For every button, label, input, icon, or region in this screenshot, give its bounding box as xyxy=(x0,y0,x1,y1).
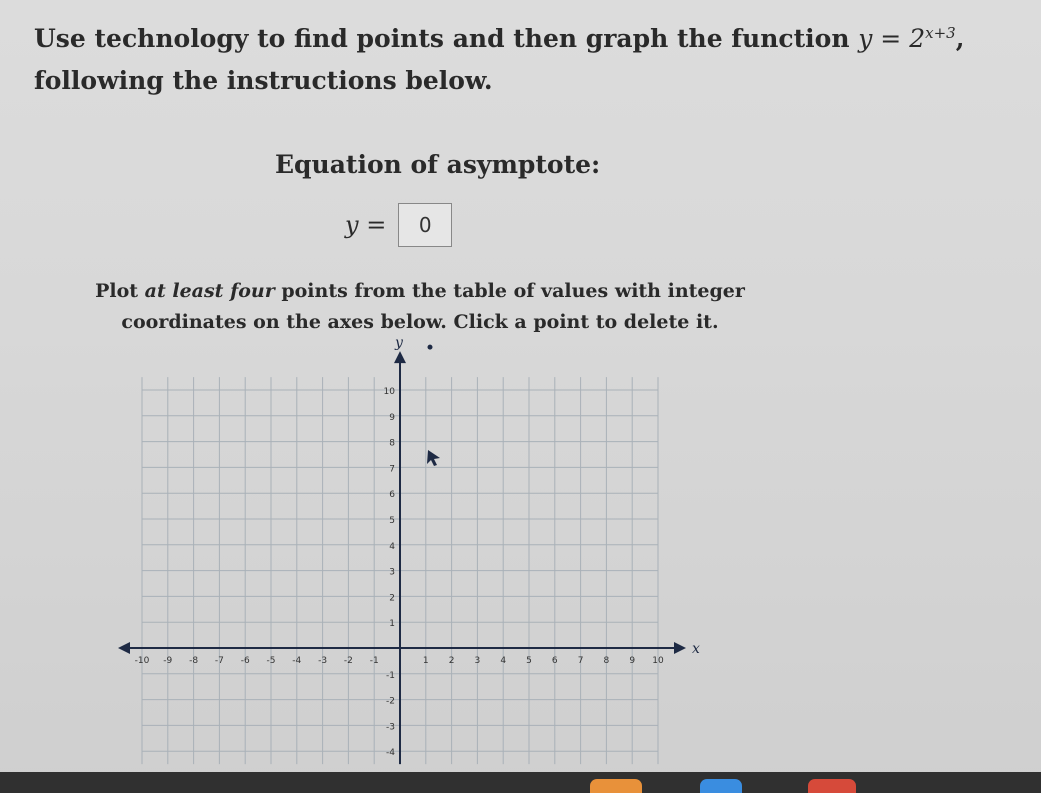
x-tick-label: 4 xyxy=(500,656,507,666)
x-axis-arrow-right-icon xyxy=(674,642,686,654)
y-axis-arrow-up-icon xyxy=(394,351,406,363)
x-tick-label: 9 xyxy=(629,656,636,666)
x-tick-label: -2 xyxy=(343,656,353,666)
mouse-cursor-icon xyxy=(427,450,440,466)
prompt-suffix: , following the instructions below. xyxy=(34,24,965,95)
y-tick-label: 3 xyxy=(389,567,395,578)
bottom-taskbar xyxy=(0,772,1041,793)
x-tick-label: -3 xyxy=(318,656,328,666)
y-tick-label: -1 xyxy=(386,670,395,681)
x-tick-label: 6 xyxy=(551,656,558,666)
asymptote-input[interactable] xyxy=(398,203,452,247)
coordinate-plane[interactable] xyxy=(120,335,720,775)
y-tick-label: 10 xyxy=(383,387,395,397)
x-tick-label: 7 xyxy=(577,656,584,666)
problem-prompt xyxy=(34,18,1014,102)
x-axis-arrow-left-icon xyxy=(118,642,130,654)
x-tick-label: 8 xyxy=(603,656,610,666)
x-tick-label: 1 xyxy=(422,656,429,666)
y-tick-label: 9 xyxy=(389,412,395,423)
y-tick-label: -4 xyxy=(386,748,395,759)
y-tick-label: -3 xyxy=(386,722,395,733)
browser-tab-orange[interactable] xyxy=(590,779,642,793)
y-axis-label: y xyxy=(395,335,403,352)
asymptote-heading: Equation of asymptote: xyxy=(275,150,601,179)
y-tick-label: 4 xyxy=(389,541,395,552)
prompt-prefix: Use technology to find points and then graph the function xyxy=(34,24,859,53)
x-tick-label: -7 xyxy=(214,656,224,666)
plot-instructions: Plot at least four points from the table of values with integer coordinates on the axes below. Click a point to delete it. xyxy=(95,280,745,333)
x-tick-label: -8 xyxy=(189,656,199,666)
x-tick-label: 10 xyxy=(652,656,664,666)
x-tick-label: -4 xyxy=(292,656,302,666)
x-tick-label: -9 xyxy=(163,656,173,666)
x-tick-label: 3 xyxy=(474,656,481,666)
y-tick-label: 8 xyxy=(389,438,395,449)
asymptote-lhs: y = xyxy=(345,211,387,239)
asymptote-row xyxy=(345,200,452,250)
y-tick-label: 2 xyxy=(389,593,395,604)
browser-tab-blue[interactable] xyxy=(700,779,742,793)
y-tick-label: 1 xyxy=(389,619,395,630)
emphasis-text: at least four xyxy=(144,280,275,302)
y-tick-label: 6 xyxy=(389,490,395,501)
cursor-dot-icon xyxy=(428,345,433,350)
x-tick-label: -5 xyxy=(266,656,276,666)
x-axis-label: x xyxy=(692,641,700,657)
y-tick-label: 7 xyxy=(389,464,395,475)
x-tick-label: -10 xyxy=(134,656,150,666)
x-tick-label: 5 xyxy=(526,656,532,666)
equation: $y = 2^{x+3}$ xyxy=(858,24,956,53)
browser-tab-red[interactable] xyxy=(808,779,856,793)
y-tick-label: 5 xyxy=(389,516,395,526)
equation-exponent: x+3 xyxy=(925,24,956,42)
x-tick-label: -6 xyxy=(240,656,250,666)
y-tick-label: -2 xyxy=(386,696,395,707)
x-tick-label: -1 xyxy=(369,656,379,666)
x-tick-label: 2 xyxy=(448,656,455,666)
